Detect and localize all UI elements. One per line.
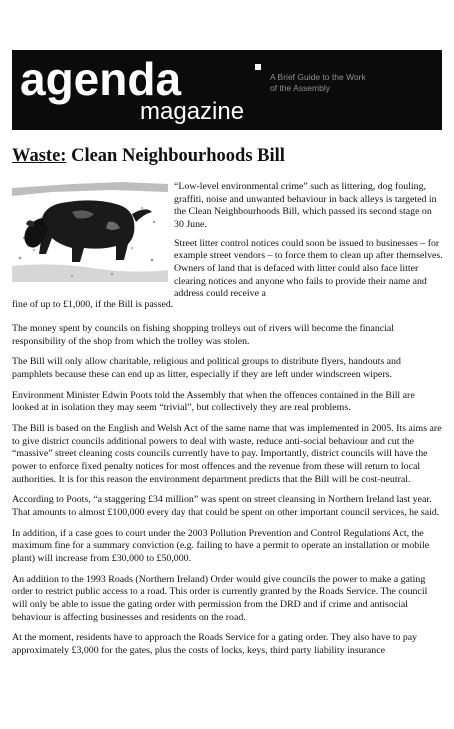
article-body bbox=[12, 323, 442, 666]
body-paragraph-3: Environment Minister Edwin Poots told the Assembly that when the offences contained in the Bill are looked at in isolation they may seem “trivial”, but collectively they are real problems. bbox=[12, 389, 415, 414]
intro-paragraph-2-tail: fine of up to £1,000, if the Bill is passed. bbox=[12, 299, 174, 310]
magazine-logo-word: magazine bbox=[140, 98, 245, 125]
body-paragraph-8: At the moment, residents have to approach the Roads Service for a gating order. They also have to pay approximately £3,000 for the gates, plus the costs of locks, keys, third party liability insurance bbox=[12, 632, 418, 657]
body-paragraph-1: The money spent by councils on fishing shopping trolleys out of rivers will become the financial responsibility of the shop from which the trolley was stolen. bbox=[12, 323, 395, 347]
intro-paragraph-1: “Low-level environmental crime” such as littering, dog fouling, graffiti, noise and unwanted behaviour in back alleys is targeted in the Clean Neighbourhoods Bill, which passed its second stage on 30 June. bbox=[174, 181, 437, 231]
masthead-info-line-2: of the Assembly bbox=[270, 83, 331, 94]
body-paragraph-7: An addition to the 1993 Roads (Northern Ireland) Order would give councils the power to make a gating order to restrict public access to a road. This order is currently granted by the Roads Service. The council will only be able to issue the gating order with permission from the DRD and if crime and antisocial behaviour is affecting businesses and residents on the road. bbox=[12, 573, 428, 623]
body-paragraph-6: In addition, if a case goes to court under the 2003 Pollution Prevention and Control Regulations Act, the maximum fine for a summary conviction (e.g. failing to have a permit to operate an installation or mobile plant) will increase from £30,000 to £50,000. bbox=[12, 527, 430, 565]
body-paragraph-5: According to Poots, “a staggering £34 million” was spent on street cleansing in Northern Ireland last year. That amounts to almost £100,000 every day that could be spent on other important council services, he said. bbox=[12, 494, 440, 519]
masthead-info bbox=[270, 72, 436, 94]
agenda-logo-word: agenda bbox=[20, 53, 182, 105]
body-paragraph-4: The Bill is based on the English and Welsh Act of the same name that was implemented in 2005. Its aims are to give district councils additional powers to deal with waste, reduce anti-social behaviour and cut the “massive” street cleaning costs councils currently have to pay. Importantly, district councils will have the power to enforce fixed penalty notices for most offences and the revenue from these will return to local authorities. It is for this reason the environment department predicts that the Bill will be cost-neutral. bbox=[12, 423, 442, 485]
intro-column bbox=[174, 181, 444, 301]
intro-paragraph-2: Street litter control notices could soon be issued to businesses – for example street vendors – to force them to clean up after themselves. Owners of land that is defaced with litter could also face litter clearing notices and anyone who fails to provide their name and address could receive a bbox=[174, 237, 443, 300]
dog-photo bbox=[12, 178, 168, 282]
body-paragraph-2: The Bill will only allow charitable, religious and political groups to distribute flyers, handouts and pamphlets because these can end up as litter, especially if they are left under windscreen wipers. bbox=[12, 356, 401, 381]
article-headline bbox=[12, 146, 285, 167]
logo-dot-mark bbox=[255, 64, 261, 70]
masthead-banner bbox=[12, 50, 442, 130]
headline-title: Clean Neighbourhoods Bill bbox=[66, 146, 285, 166]
headline-section-tag: Waste: bbox=[12, 146, 67, 166]
masthead-info-line-1: A Brief Guide to the Work bbox=[270, 72, 366, 82]
